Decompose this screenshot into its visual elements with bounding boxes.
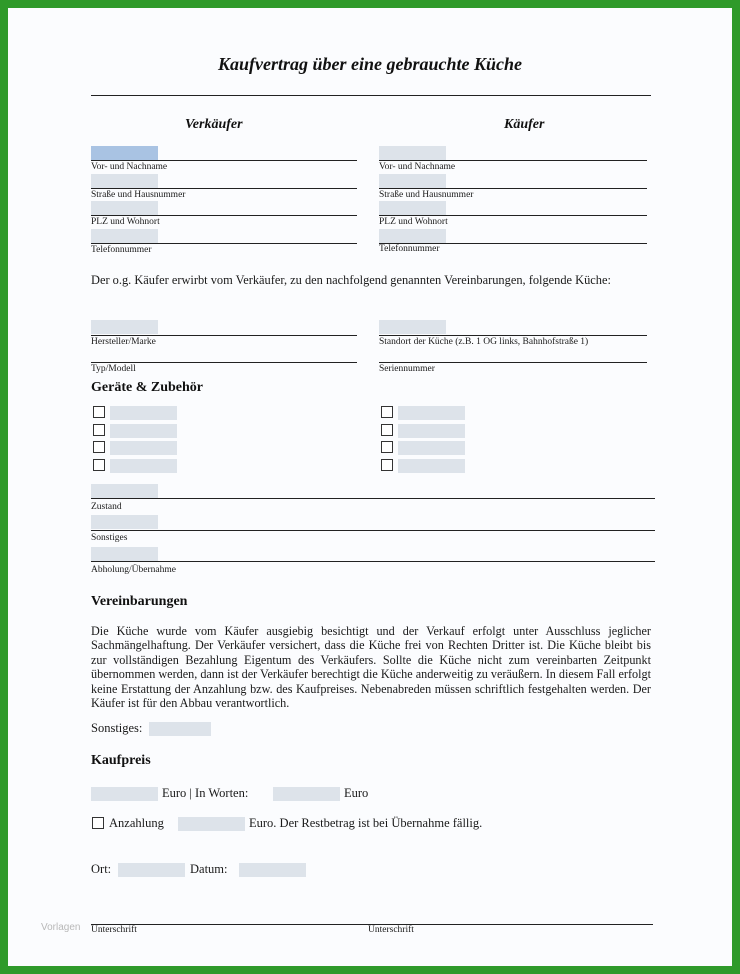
buyer-city-line xyxy=(379,215,647,216)
pickup-label: Abholung/Übernahme xyxy=(91,565,176,575)
condition-line xyxy=(91,498,655,499)
appliance-checkbox[interactable] xyxy=(381,424,393,436)
appliance-input[interactable] xyxy=(110,406,177,420)
seller-phone-input[interactable] xyxy=(91,229,158,243)
buyer-city-label: PLZ und Wohnort xyxy=(379,217,448,227)
deposit-suffix: Euro. Der Restbetrag ist bei Übernahme fällig. xyxy=(249,816,483,830)
location-label: Standort der Küche (z.B. 1 OG links, Bahnhofstraße 1) xyxy=(379,337,589,347)
seller-name-label: Vor- und Nachname xyxy=(91,162,168,172)
price-euro-words-label: Euro | In Worten: xyxy=(162,786,249,800)
appliance-input[interactable] xyxy=(110,424,177,438)
appliance-input[interactable] xyxy=(398,459,465,473)
buyer-street-label: Straße und Hausnummer xyxy=(379,190,474,200)
manufacturer-input[interactable] xyxy=(91,320,158,334)
place-input[interactable] xyxy=(118,863,185,877)
buyer-phone-input[interactable] xyxy=(379,229,446,243)
appliance-input[interactable] xyxy=(110,441,177,455)
price-words-input[interactable] xyxy=(273,787,340,801)
buyer-street-input[interactable] xyxy=(379,174,446,188)
serial-line xyxy=(379,362,647,363)
appliance-input[interactable] xyxy=(398,406,465,420)
appliance-checkbox[interactable] xyxy=(381,459,393,471)
appliance-checkbox[interactable] xyxy=(381,406,393,418)
document-title: Kaufvertrag über eine gebrauchte Küche xyxy=(218,54,522,74)
model-line xyxy=(91,362,357,363)
manufacturer-label: Hersteller/Marke xyxy=(91,337,156,347)
other-line xyxy=(91,530,655,531)
seller-heading: Verkäufer xyxy=(185,117,243,132)
signature-right-label: Unterschrift xyxy=(368,925,414,935)
condition-input[interactable] xyxy=(91,484,158,498)
price-amount-input[interactable] xyxy=(91,787,158,801)
price-euro-label: Euro xyxy=(344,786,369,800)
date-label: Datum: xyxy=(190,862,228,876)
seller-name-input[interactable] xyxy=(91,146,158,160)
buyer-name-line xyxy=(379,160,647,161)
other-label: Sonstiges xyxy=(91,533,128,543)
pickup-line xyxy=(91,561,655,562)
appliance-checkbox[interactable] xyxy=(93,441,105,453)
watermark: Vorlagen xyxy=(41,922,81,933)
appliance-checkbox[interactable] xyxy=(93,459,105,471)
date-input[interactable] xyxy=(239,863,306,877)
seller-street-input[interactable] xyxy=(91,174,158,188)
agreements-text: Die Küche wurde vom Käufer ausgiebig besichtigt und der Verkauf erfolgt unter Ausschluss jeglicher Sachmängelhaftung. Der Verkäufer versichert, dass die Küche frei von Rechten Dritter ist. Die Küche bleibt bis zur vollständigen Bezahlung Eigentum des Verkäufers. Sollte die Küche nicht zum vereinbarten Zeitpunkt übernommen werden, dann ist der Verkäufer berechtigt die Küche anderweitig zu veräußern. In diesem Fall erfolgt keine Erstattung der Anzahlung bzw. des Kaufpreises. Nebenabreden müssen schriftlich festgehalten werden. Der Käufer ist für den Abbau verantwortlich. xyxy=(91,624,651,711)
seller-street-line xyxy=(91,188,357,189)
appliances-heading: Geräte & Zubehör xyxy=(91,380,203,395)
seller-street-label: Straße und Hausnummer xyxy=(91,190,186,200)
deposit-label: Anzahlung xyxy=(109,816,164,830)
location-input[interactable] xyxy=(379,320,446,334)
appliance-input[interactable] xyxy=(398,424,465,438)
appliance-input[interactable] xyxy=(110,459,177,473)
seller-city-label: PLZ und Wohnort xyxy=(91,217,160,227)
seller-city-line xyxy=(91,215,357,216)
place-label: Ort: xyxy=(91,862,112,876)
intro-text: Der o.g. Käufer erwirbt vom Verkäufer, zu den nachfolgend genannten Vereinbarungen, folgende Küche: xyxy=(91,273,611,287)
other-input[interactable] xyxy=(91,515,158,529)
manufacturer-line xyxy=(91,335,357,336)
seller-phone-label: Telefonnummer xyxy=(91,245,152,255)
buyer-street-line xyxy=(379,188,647,189)
serial-label: Seriennummer xyxy=(379,364,435,374)
location-line xyxy=(379,335,647,336)
agreements-other-label: Sonstiges: xyxy=(91,721,143,735)
deposit-input[interactable] xyxy=(178,817,245,831)
buyer-name-label: Vor- und Nachname xyxy=(379,162,456,172)
buyer-name-input[interactable] xyxy=(379,146,446,160)
appliance-checkbox[interactable] xyxy=(93,406,105,418)
document-page xyxy=(8,8,732,966)
appliance-input[interactable] xyxy=(398,441,465,455)
price-heading: Kaufpreis xyxy=(91,753,151,768)
pickup-input[interactable] xyxy=(91,547,158,561)
signature-left-label: Unterschrift xyxy=(91,925,137,935)
condition-label: Zustand xyxy=(91,502,122,512)
buyer-heading: Käufer xyxy=(504,117,545,132)
buyer-phone-label: Telefonnummer xyxy=(379,244,440,254)
seller-city-input[interactable] xyxy=(91,201,158,215)
agreements-heading: Vereinbarungen xyxy=(91,594,188,609)
model-label: Typ/Modell xyxy=(91,364,136,374)
seller-name-line xyxy=(91,160,357,161)
agreements-other-input[interactable] xyxy=(149,722,211,736)
seller-phone-line xyxy=(91,243,357,244)
deposit-checkbox[interactable] xyxy=(92,817,104,829)
appliance-checkbox[interactable] xyxy=(93,424,105,436)
title-divider xyxy=(91,95,651,96)
appliance-checkbox[interactable] xyxy=(381,441,393,453)
buyer-city-input[interactable] xyxy=(379,201,446,215)
